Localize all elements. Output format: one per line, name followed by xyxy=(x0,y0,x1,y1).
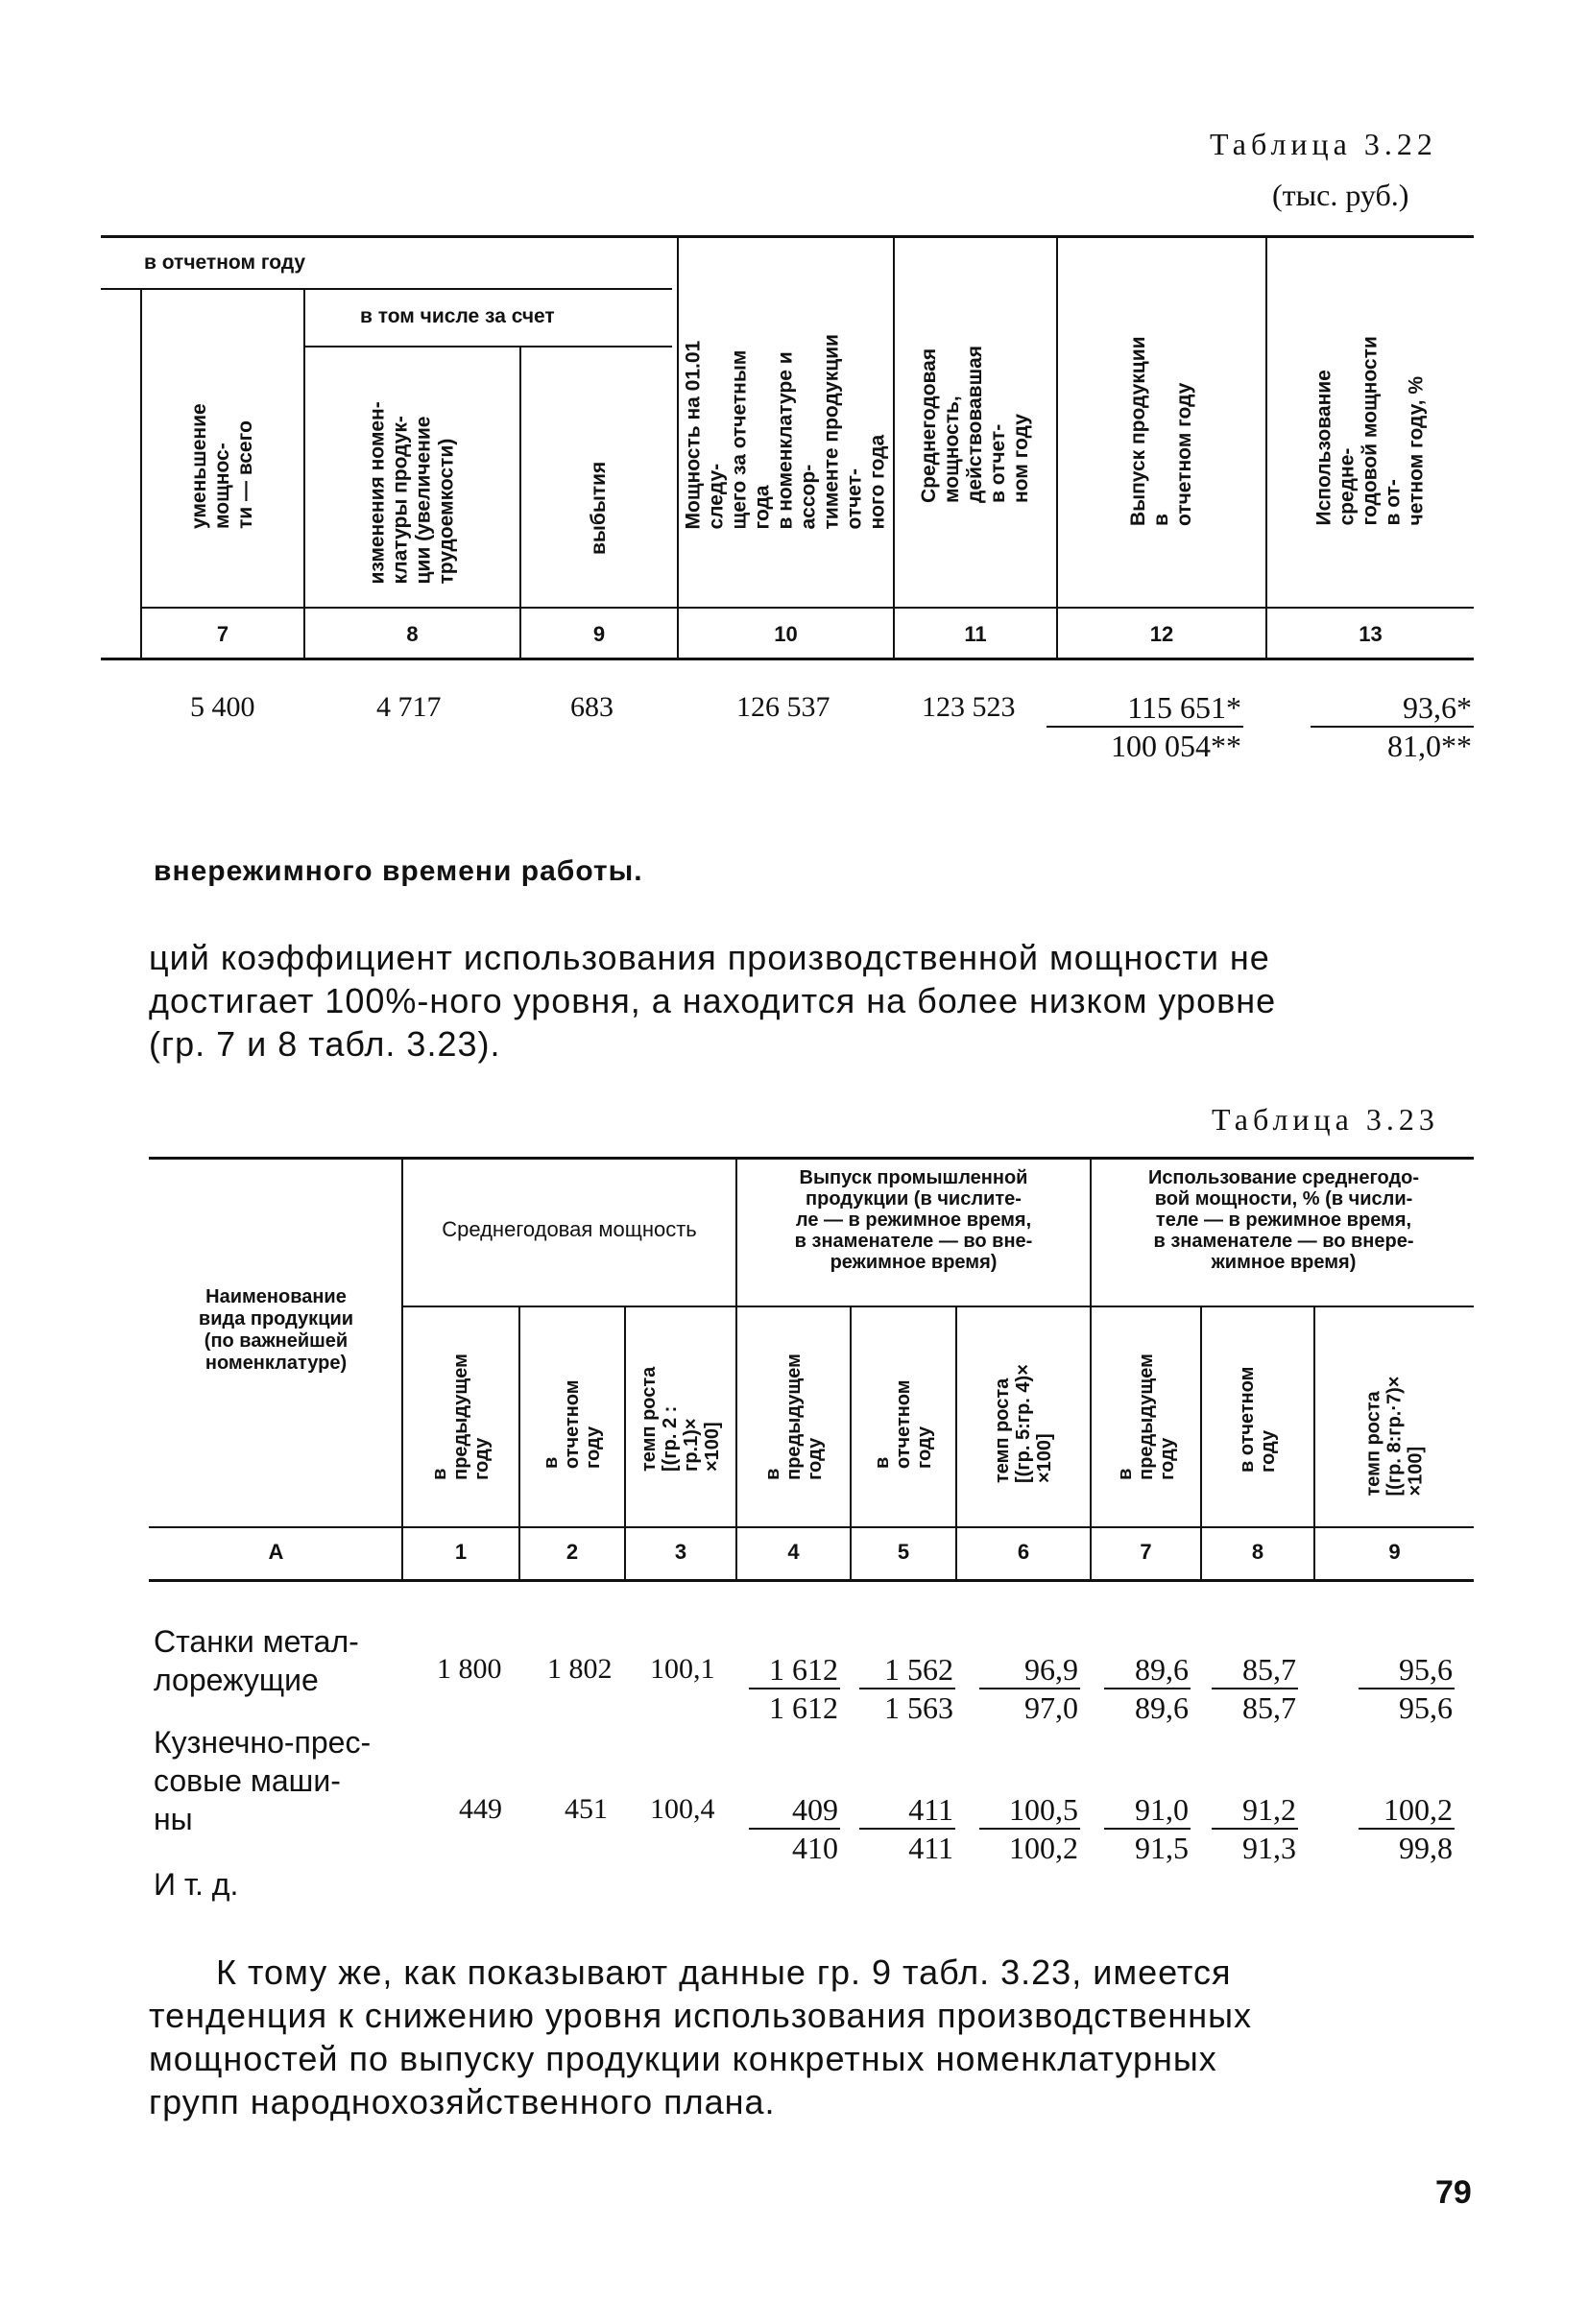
group2-header: Выпуск промышленной продукции (в числите- ле — в режимное время, в знаменателе — во вне- режимное время) xyxy=(794,1167,1033,1273)
group3-header: Использование среднегодо- вой мощности, % (в числи- теле — в режимное время, в знаменателе — во внере- жимное время) xyxy=(1147,1167,1420,1273)
cell-c1: 1 800 xyxy=(437,1653,502,1685)
cell-c9: $\frac{100,2}{99,8}$ xyxy=(1359,1791,1455,1866)
cell-c5: $\frac{1 562}{1 563}$ xyxy=(859,1651,955,1726)
cell-c9: 683 xyxy=(570,691,614,723)
col-12-header: Выпуск продукции в отчетном году xyxy=(1127,335,1195,526)
col-8-header: изменения номен- клатуры продук- ции (увеличение трудоемкости) xyxy=(366,401,458,585)
group1-header: Среднегодовая мощность xyxy=(442,1217,697,1241)
cell-c2: 451 xyxy=(565,1793,608,1825)
col-no-11: 11 xyxy=(964,622,987,646)
cell-c2: 1 802 xyxy=(547,1653,613,1685)
col-9-header: выбытия xyxy=(588,461,610,555)
col-11-header: Среднегодовая мощность, действовавшая в отчет- ном году xyxy=(918,345,1032,503)
subcol-9-header: темп роста [(гр. 8:гр.·7)× ×100] xyxy=(1362,1376,1427,1497)
row-name: Кузнечно-прес- совые маши- ны xyxy=(154,1725,372,1836)
cell-c3: 100,1 xyxy=(650,1653,715,1685)
col-no-13: 13 xyxy=(1359,622,1383,646)
col-no-5: 5 xyxy=(897,1540,910,1564)
col-no-1: 1 xyxy=(454,1540,468,1564)
col-10-header: Мощность на 01.01 следу- щего за отчетным года в номенклатуре и ассор- тименте продукции отчет- ного года xyxy=(682,333,889,529)
col-no-9: 9 xyxy=(592,622,606,646)
col-no-3: 3 xyxy=(674,1540,687,1564)
subcol-8-header: в отчетном году xyxy=(1237,1366,1279,1473)
col-no-8: 8 xyxy=(406,622,419,646)
subcol-6-header: темп роста [(гр. 5:гр. 4)× ×100] xyxy=(992,1364,1055,1483)
col-no-7: 7 xyxy=(216,622,229,646)
subcol-7-header: в предыдущем году xyxy=(1114,1354,1178,1480)
paragraph-2-line: (гр. 7 и 8 табл. 3.23). xyxy=(149,1024,501,1064)
cell-c8: $\frac{85,7}{85,7}$ xyxy=(1212,1651,1298,1726)
subcol-2-header: в отчетном году xyxy=(541,1379,604,1469)
col-no-9: 9 xyxy=(1388,1540,1401,1564)
cell-c6: $\frac{100,5}{100,2}$ xyxy=(979,1791,1080,1866)
subcol-1-header: в предыдущем году xyxy=(429,1354,493,1480)
text-line-1: внережимного времени работы. xyxy=(154,855,643,887)
col-no-8: 8 xyxy=(1251,1540,1264,1564)
cell-c6: $\frac{96,9}{97,0}$ xyxy=(979,1651,1080,1726)
col-7-header: уменьшение мощнос- ти — всего xyxy=(188,403,256,529)
subgroup-header: в том числе за счет xyxy=(360,305,555,327)
paragraph-3-line: групп народнохозяйственного плана. xyxy=(149,2082,776,2121)
cell-c13: $\frac{93,6*}{81,0**}$ xyxy=(1311,689,1474,764)
col-no-12: 12 xyxy=(1149,622,1174,646)
paragraph-2-line: достигает 100%-ного уровня, а находится на более низком уровне xyxy=(149,981,1277,1020)
col-no-4: 4 xyxy=(787,1540,800,1564)
cell-c8: $\frac{91,2}{91,3}$ xyxy=(1212,1791,1298,1866)
col-no-A: А xyxy=(268,1540,284,1564)
cell-c9: $\frac{95,6}{95,6}$ xyxy=(1359,1651,1455,1726)
cell-c7: $\frac{91,0}{91,5}$ xyxy=(1104,1791,1191,1866)
paragraph-3-line: К тому же, как показывают данные гр. 9 табл. 3.23, имеется xyxy=(216,1953,1232,1992)
table-3-22-unit: (тыс. руб.) xyxy=(1272,178,1409,212)
table-3-23-caption: Таблица 3.23 xyxy=(1212,1102,1439,1137)
cell-c11: 123 523 xyxy=(922,691,1016,723)
table-3-22-caption: Таблица 3.22 xyxy=(1210,127,1437,161)
cell-c5: $\frac{411}{411}$ xyxy=(859,1791,955,1866)
cell-c1: 449 xyxy=(459,1793,502,1825)
cell-c7: $\frac{89,6}{89,6}$ xyxy=(1104,1651,1191,1726)
subcol-5-header: в отчетном году xyxy=(872,1379,935,1469)
cell-c4: $\frac{409}{410}$ xyxy=(749,1791,840,1866)
col-13-header: Использование средне- годовой мощности в от- четном году, % xyxy=(1312,335,1428,525)
row-name: Станки метал- лорежущие xyxy=(154,1624,359,1697)
cell-c10: 126 537 xyxy=(736,691,830,723)
col-no-10: 10 xyxy=(774,622,798,646)
col-no-7: 7 xyxy=(1140,1540,1152,1564)
subcol-3-header: темп роста [(гр. 2 : гр.1)× ×100] xyxy=(638,1366,723,1472)
cell-c3: 100,4 xyxy=(650,1793,715,1825)
col-no-6: 6 xyxy=(1017,1540,1030,1564)
page-number: 79 xyxy=(1435,2174,1472,2211)
paragraph-2-line: ций коэффициент использования производственной мощности не xyxy=(149,938,1270,977)
etc-label: И т. д. xyxy=(154,1867,239,1902)
name-header: Наименование вида продукции (по важнейшей номенклатуре) xyxy=(198,1286,354,1374)
cell-c8: 4 717 xyxy=(376,691,442,723)
paragraph-3-line: тенденция к снижению уровня использования производственных xyxy=(149,1996,1253,2035)
cell-c4: $\frac{1 612}{1 612}$ xyxy=(749,1651,840,1726)
col-no-2: 2 xyxy=(565,1540,579,1564)
cell-c12: $\frac{115 651*}{100 054**}$ xyxy=(1047,689,1243,764)
group-header-reporting-year: в отчетном году xyxy=(144,252,306,274)
paragraph-3-line: мощностей по выпуску продукции конкретных номенклатурных xyxy=(149,2039,1217,2078)
cell-c7: 5 400 xyxy=(190,691,255,723)
subcol-4-header: в предыдущем году xyxy=(761,1354,826,1480)
